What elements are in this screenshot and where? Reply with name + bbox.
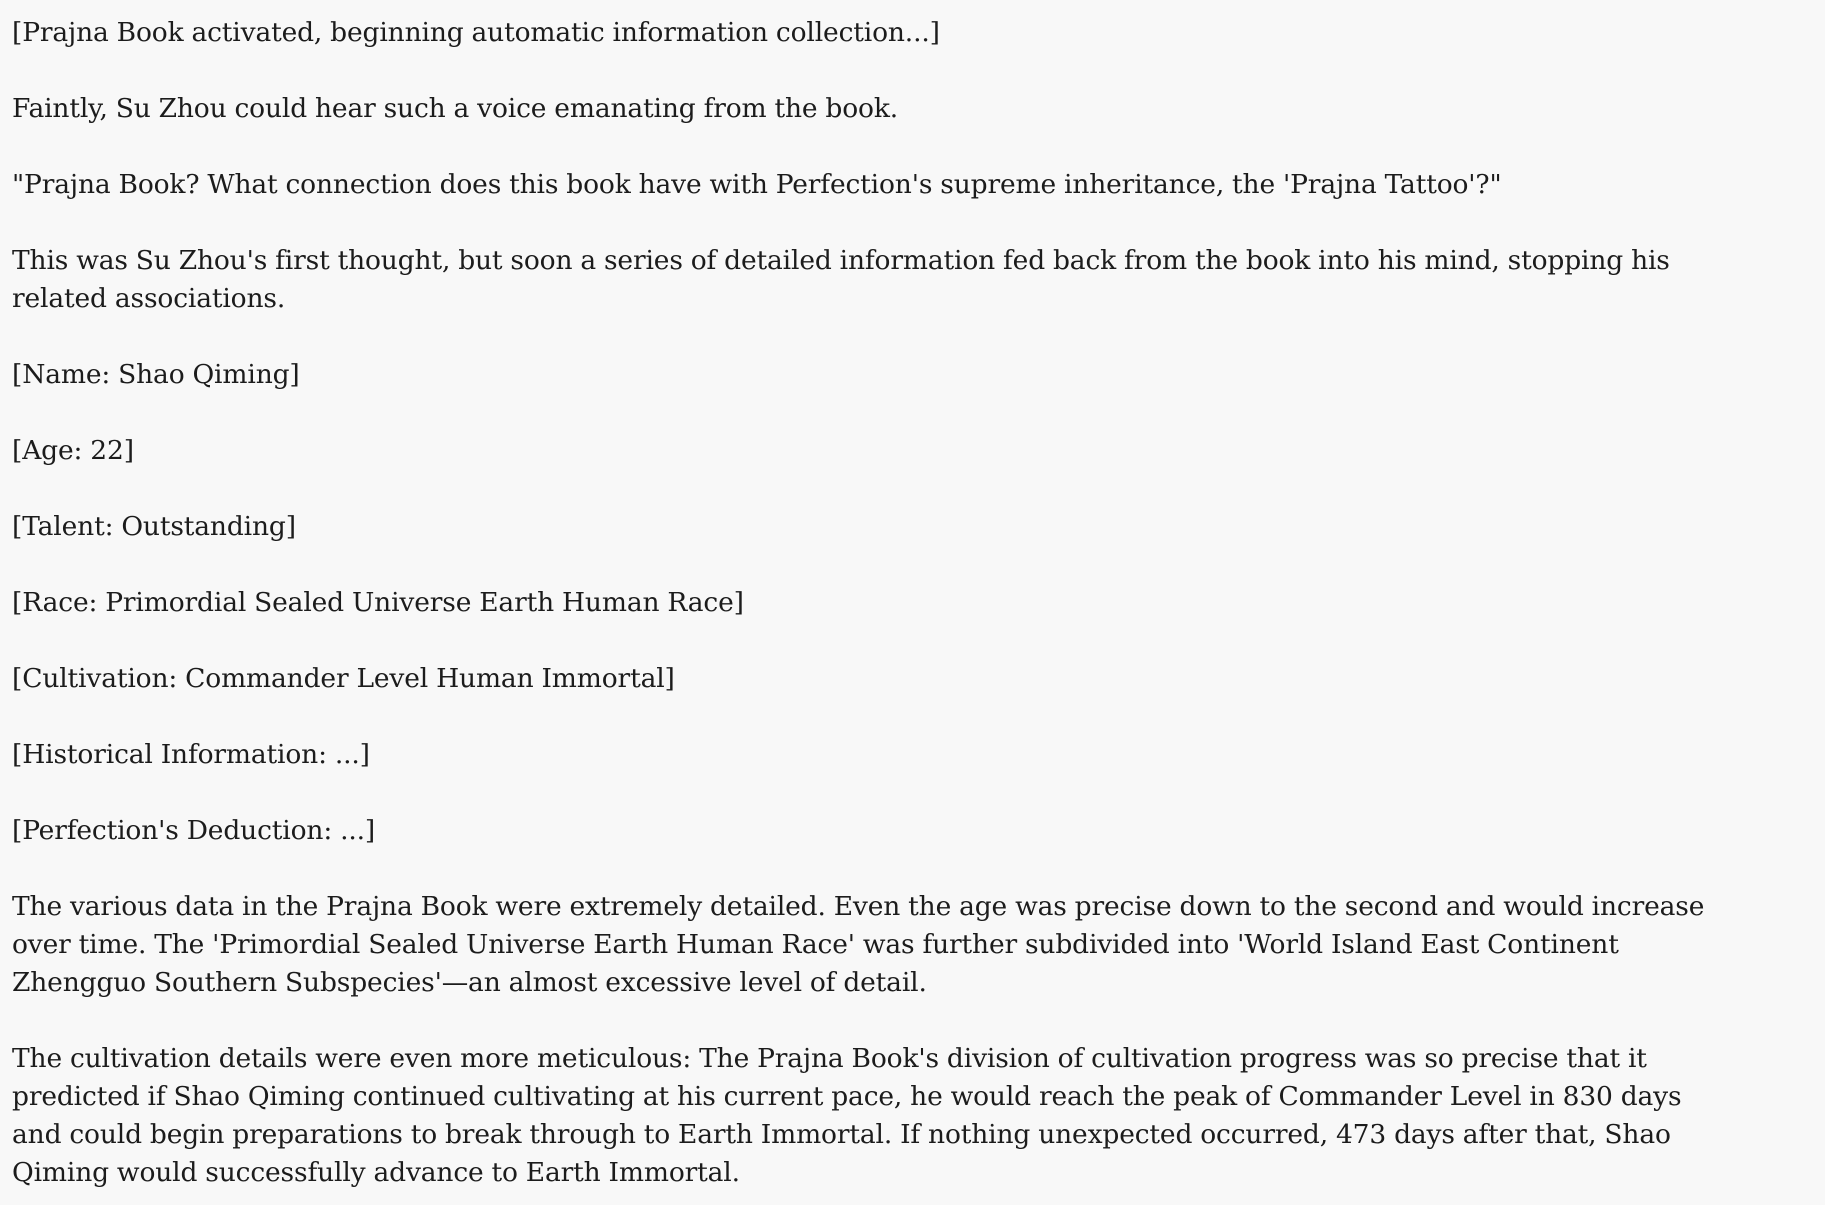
narration-paragraph: The cultivation details were even more meticulous: The Prajna Book's division of cultivation progress was so precise that it predicted if Shao Qiming continued cultivating at his current pace, he would reach the peak of Commander Level in 830 days and could begin preparations to break through to Earth Immortal. If nothing unexpected occurred, 473 days after that, Shao Qiming would successfully advance to Earth Immortal. xyxy=(12,1043,1682,1188)
system-message-activation: [Prajna Book activated, beginning automatic information collection...] xyxy=(12,17,940,48)
info-line-cultivation: [Cultivation: Commander Level Human Immortal] xyxy=(12,663,675,694)
info-line-race: [Race: Primordial Sealed Universe Earth Human Race] xyxy=(12,587,744,618)
info-line-historical-information: [Historical Information: ...] xyxy=(12,739,370,770)
narration-paragraph: This was Su Zhou's first thought, but soon a series of detailed information fed back from the book into his mind, stopping his related associations. xyxy=(12,245,1670,314)
info-line-talent: [Talent: Outstanding] xyxy=(12,511,296,542)
narration-paragraph: The various data in the Prajna Book were extremely detailed. Even the age was precise down to the second and would increase over time. The 'Primordial Sealed Universe Earth Human Race' was further subdivided into 'World Island East Continent Zhengguo Southern Subspecies'—an almost excessive level of detail. xyxy=(12,891,1705,998)
info-line-age: [Age: 22] xyxy=(12,435,134,466)
narration-paragraph: Faintly, Su Zhou could hear such a voice emanating from the book. xyxy=(12,93,899,124)
info-line-perfection-deduction: [Perfection's Deduction: ...] xyxy=(12,815,376,846)
info-line-name: [Name: Shao Qiming] xyxy=(12,359,300,390)
dialogue-paragraph: "Prajna Book? What connection does this book have with Perfection's supreme inheritance, the 'Prajna Tattoo'?" xyxy=(12,169,1502,200)
